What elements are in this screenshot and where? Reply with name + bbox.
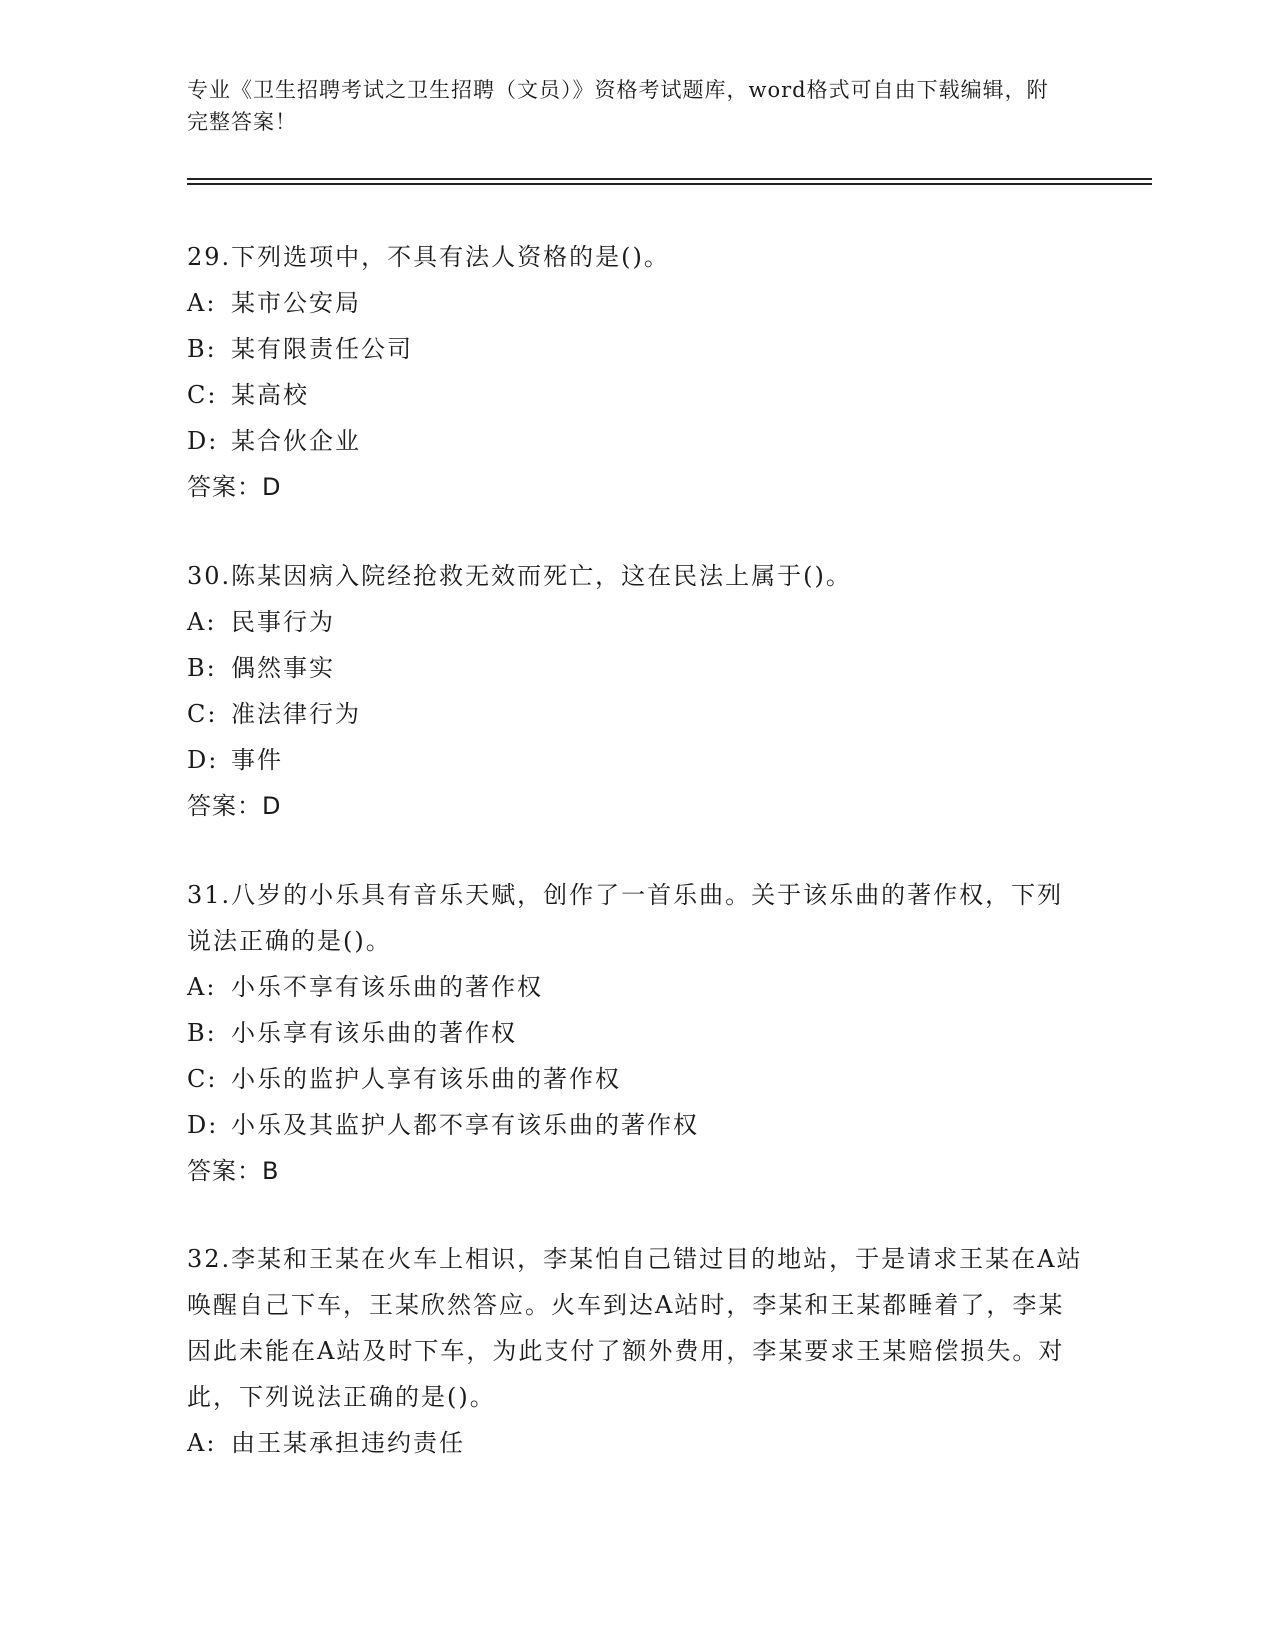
option-a xyxy=(187,964,1087,1010)
option-letter: D: xyxy=(187,1111,219,1139)
option-letter: B: xyxy=(187,1019,217,1047)
option-letter: B: xyxy=(187,654,217,682)
option-text: 小乐的监护人享有该乐曲的著作权 xyxy=(231,1065,621,1093)
option-letter: D: xyxy=(187,746,219,774)
option-text: 某有限责任公司 xyxy=(231,335,413,363)
option-text: 小乐及其监护人都不享有该乐曲的著作权 xyxy=(231,1111,699,1139)
option-letter: B: xyxy=(187,335,217,363)
question-30 xyxy=(187,553,1087,829)
answer-line: 答案：D xyxy=(187,792,282,820)
question-stem: 32.李某和王某在火车上相识，李某怕自己错过目的地站，于是请求王某在A站唤醒自己下车，王某欣然答应。火车到达A站时，李某和王某都睡着了，李某因此未能在A站及时下车，为此支付了额外费用，李某要求王某赔偿损失。对此，下列说法正确的是()。 xyxy=(187,1245,1083,1411)
question-stem: 30.陈某因病入院经抢救无效而死亡，这在民法上属于()。 xyxy=(187,562,852,590)
answer-line: 答案：B xyxy=(187,1157,280,1185)
option-b xyxy=(187,1010,1087,1056)
option-text: 某市公安局 xyxy=(231,289,361,317)
question-stem: 31.八岁的小乐具有音乐天赋，创作了一首乐曲。关于该乐曲的著作权，下列说法正确的是()。 xyxy=(187,881,1064,955)
header-divider-second xyxy=(187,183,1152,185)
option-d xyxy=(187,737,1087,783)
option-text: 某高校 xyxy=(231,381,309,409)
option-text: 由王某承担违约责任 xyxy=(231,1429,465,1457)
option-d xyxy=(187,1102,1087,1148)
option-c xyxy=(187,691,1087,737)
option-letter: C: xyxy=(187,381,218,409)
option-text: 某合伙企业 xyxy=(231,427,361,455)
option-text: 事件 xyxy=(231,746,283,774)
answer-line: 答案：D xyxy=(187,473,282,501)
option-c xyxy=(187,1056,1087,1102)
option-a xyxy=(187,280,1087,326)
question-31 xyxy=(187,872,1087,1194)
option-a xyxy=(187,599,1087,645)
question-stem: 29.下列选项中，不具有法人资格的是()。 xyxy=(187,243,670,271)
option-letter: A: xyxy=(187,1429,217,1457)
option-letter: A: xyxy=(187,608,217,636)
option-text: 偶然事实 xyxy=(231,654,335,682)
header-divider xyxy=(187,178,1152,180)
option-b xyxy=(187,326,1087,372)
option-letter: D: xyxy=(187,427,219,455)
document-header: 专业《卫生招聘考试之卫生招聘（文员）》资格考试题库，word格式可自由下载编辑，附完整答案！ xyxy=(187,78,1049,134)
question-29 xyxy=(187,234,1087,510)
option-text: 民事行为 xyxy=(231,608,335,636)
option-b xyxy=(187,645,1087,691)
option-letter: C: xyxy=(187,1065,218,1093)
question-32 xyxy=(187,1236,1087,1466)
option-d xyxy=(187,418,1087,464)
option-a xyxy=(187,1420,1087,1466)
option-letter: C: xyxy=(187,700,218,728)
option-text: 小乐享有该乐曲的著作权 xyxy=(231,1019,517,1047)
option-c xyxy=(187,372,1087,418)
option-text: 小乐不享有该乐曲的著作权 xyxy=(231,973,543,1001)
option-text: 准法律行为 xyxy=(231,700,361,728)
option-letter: A: xyxy=(187,289,217,317)
option-letter: A: xyxy=(187,973,217,1001)
